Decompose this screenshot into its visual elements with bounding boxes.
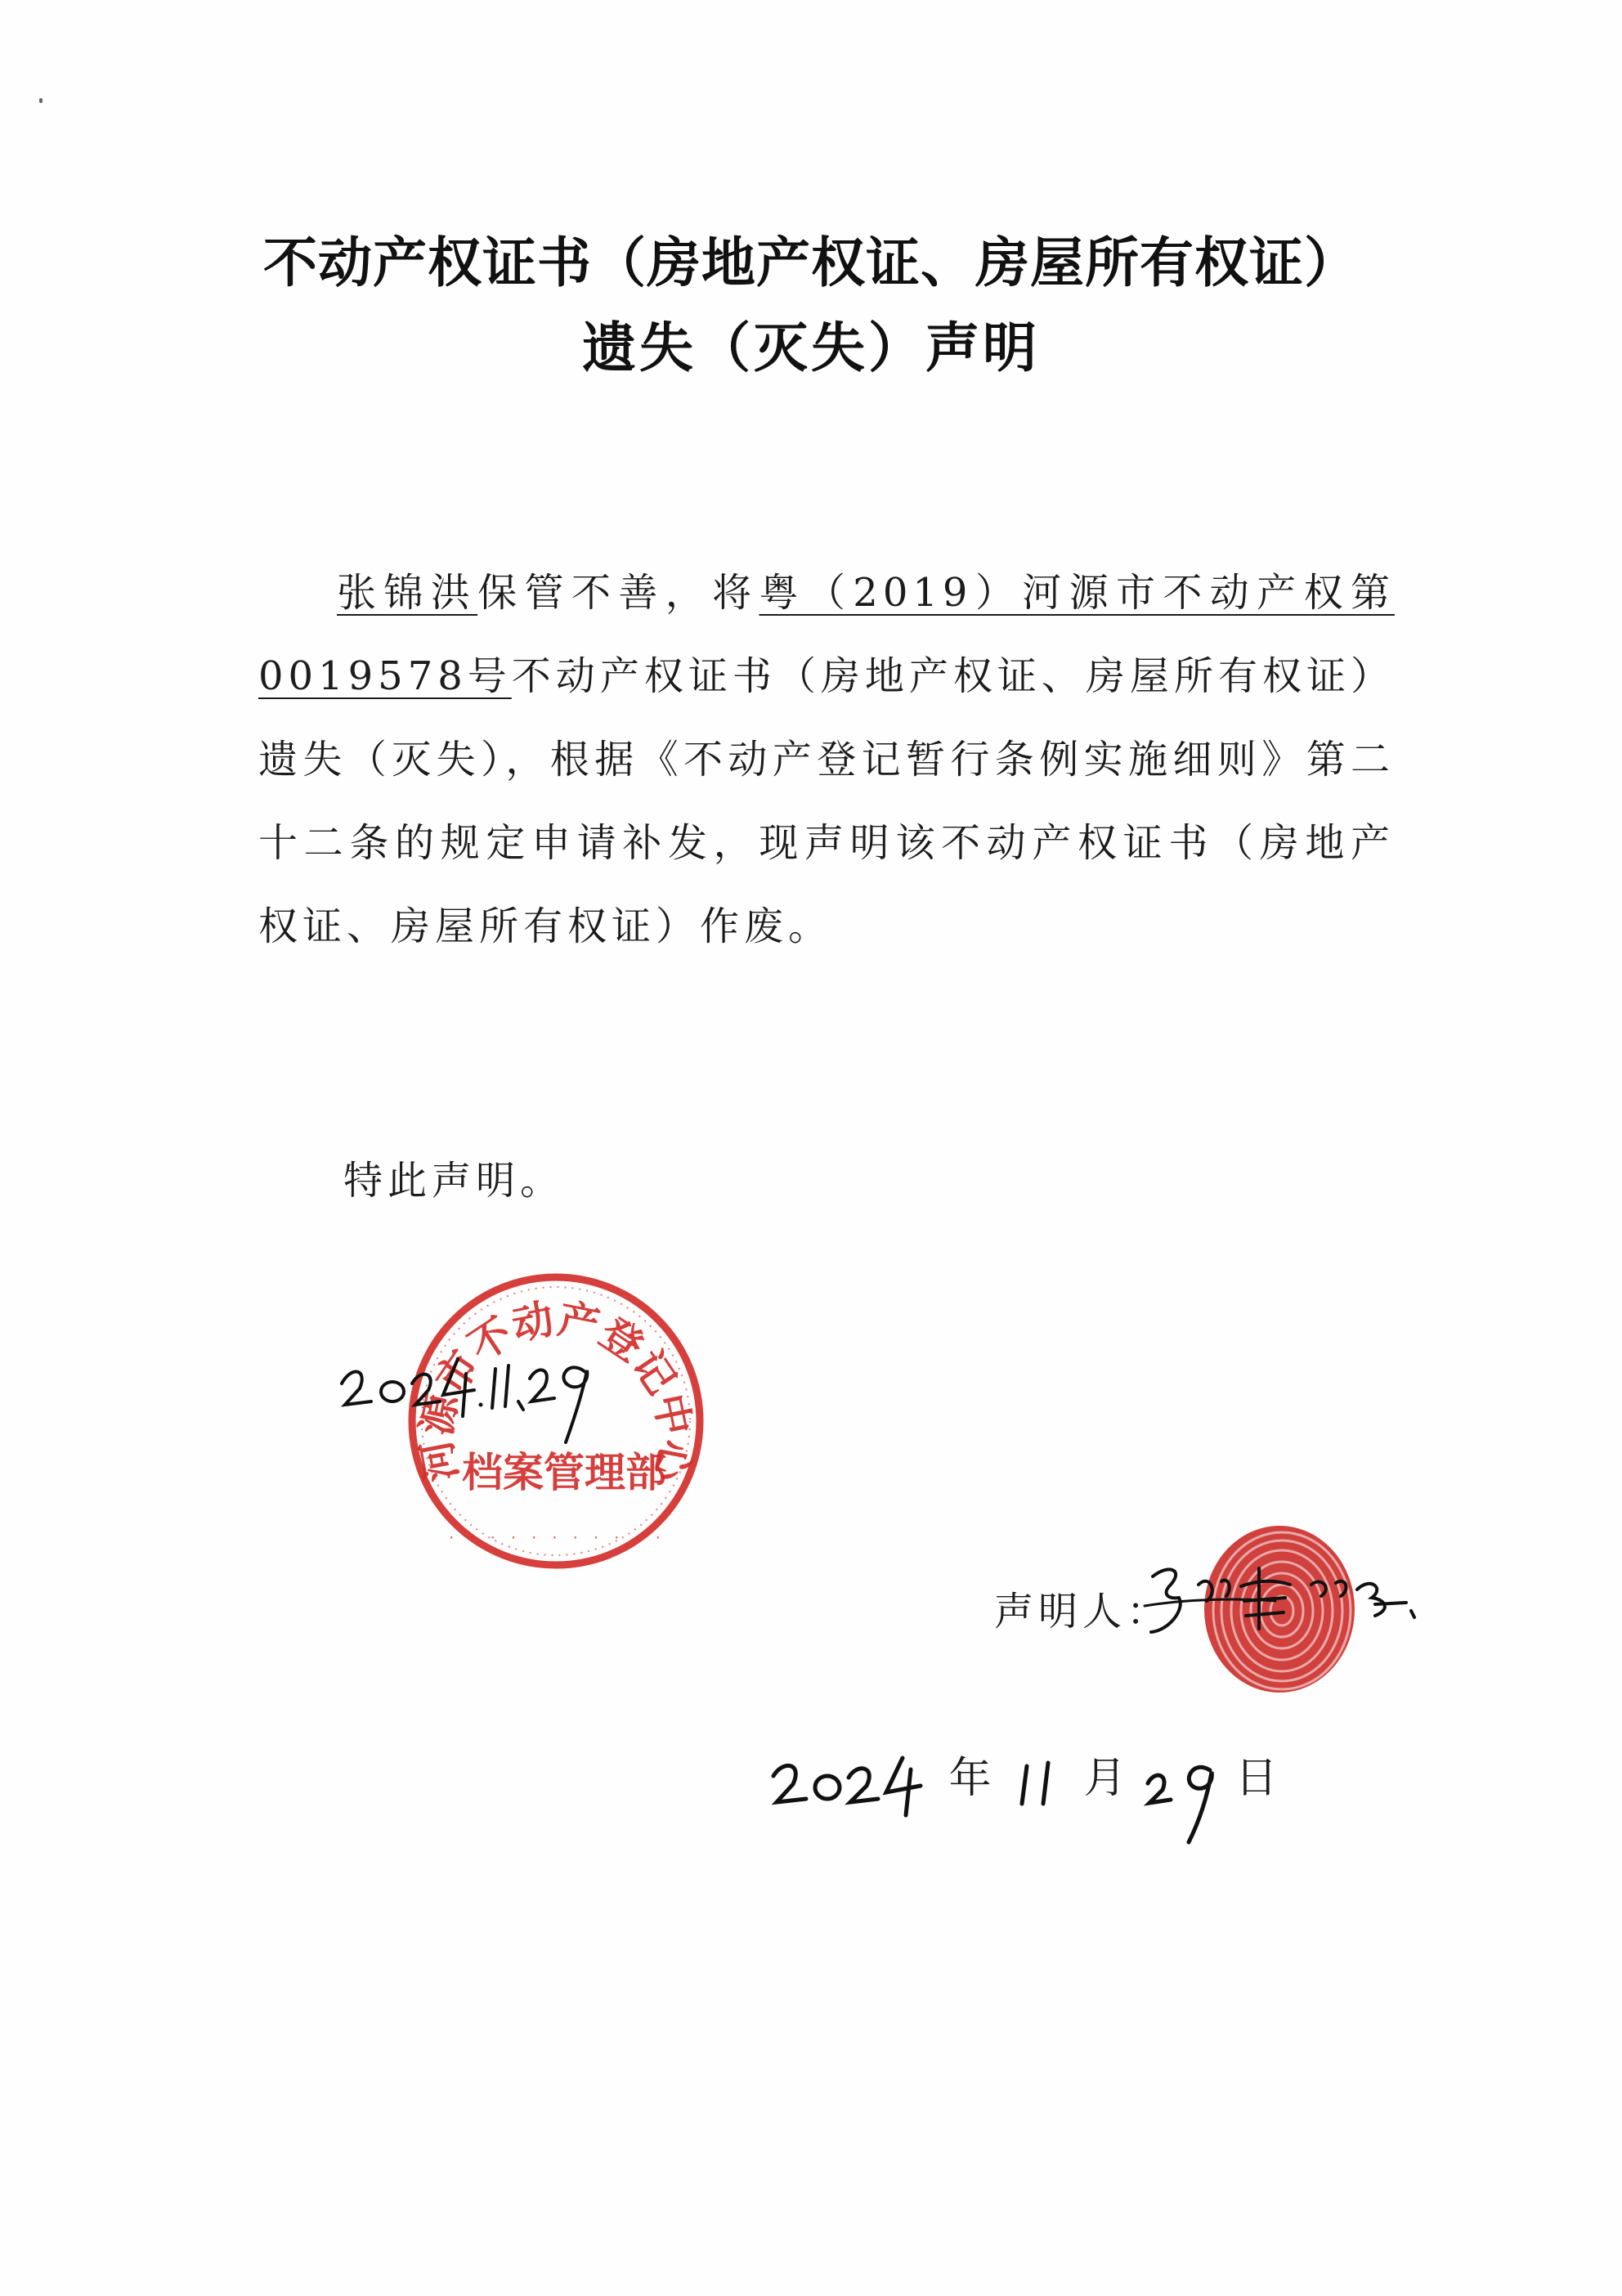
date-year-handwritten [768, 1753, 924, 1810]
declarant-label: 声明人： [994, 1589, 1172, 1635]
date-year-unit: 年 [948, 1754, 992, 1803]
date-month-unit: 月 [1083, 1754, 1127, 1803]
declaration-date [768, 1743, 1278, 1844]
handwritten-signature [1136, 1552, 1431, 1650]
seal-department-text: 档案管理部 [462, 1448, 666, 1496]
body-text-b: 不动产权证书（房地产权证、房屋所有权证）遗失（灭失），根据《不动产登记暂行条例实施细则》第二十二条的规定申请补发，现声明该不动产权证书（房地产权证、房屋所有权证）作废。 [258, 653, 1395, 949]
seal-handwritten-date [335, 1341, 605, 1447]
declaration-paragraph [258, 551, 1395, 968]
handwritten-day [1140, 1754, 1221, 1844]
handwritten-month [1009, 1753, 1066, 1810]
seal-serial-dots: · · · · · · · · · · · [447, 1530, 665, 1545]
scan-speck [39, 98, 43, 103]
handwritten-year [768, 1753, 924, 1810]
seal-organization-text: 河源市不动产登记中心 [411, 1294, 701, 1486]
date-day-unit: 日 [1234, 1754, 1278, 1803]
declaration-body [258, 551, 1395, 968]
body-text-a: 保管不善，将 [477, 570, 759, 616]
date-day-handwritten [1140, 1754, 1221, 1844]
date-month-handwritten [1005, 1753, 1070, 1810]
document-title-line-1: 不动产权证书（房地产权证、房屋所有权证） [263, 231, 1359, 294]
certificate-number: 粤（2019）河源市不动产权第0019578号 [258, 570, 1395, 699]
owner-name: 张锦洪 [337, 570, 478, 616]
closing-statement: 特此声明。 [343, 1158, 565, 1204]
document-title-line-2: 遗失（灭失）声明 [582, 316, 1040, 379]
